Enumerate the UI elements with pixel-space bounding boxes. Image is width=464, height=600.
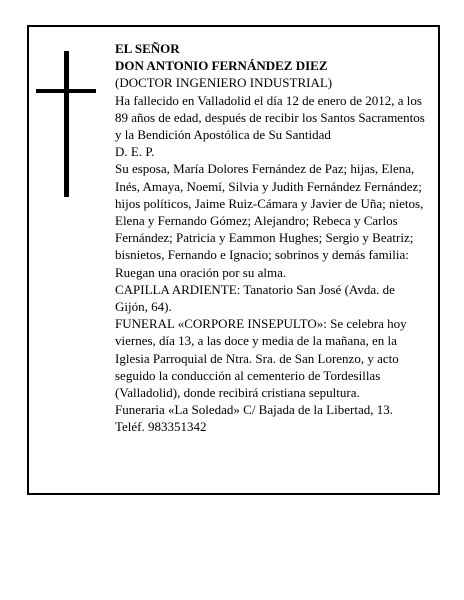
rip-line: D. E. P.: [115, 144, 155, 160]
prayer-request: Ruegan una oración por su alma.: [115, 264, 287, 280]
cross-horizontal-bar: [36, 89, 96, 93]
funeral-info: FUNERAL «CORPORE INSEPULTO»: Se celebra hoy viernes, día 13, a las doce y media de la mañana, en la Iglesia Parroquial de Ntra. Sra. de San Lorenzo, y acto seguido la conducción al cementerio de Tordesillas (Valladolid), donde recibirá cristiana sepultura.: [115, 316, 407, 401]
title-line: EL SEÑOR: [115, 41, 180, 56]
chapel-info: CAPILLA ARDIENTE: Tanatorio San José (Avda. de Gijón, 64).: [115, 281, 395, 315]
cross-icon: [36, 51, 96, 197]
obituary-text: [115, 40, 425, 436]
death-info: Ha fallecido en Valladolid el día 12 de enero de 2012, a los 89 años de edad, después de recibir los Santos Sacramentos y la Bendición Apostólica de Su Santidad: [115, 92, 425, 143]
deceased-name: DON ANTONIO FERNÁNDEZ DIEZ: [115, 58, 328, 74]
family-list: Su esposa, María Dolores Fernández de Paz; hijas, Elena, Inés, Amaya, Noemí, Silvia y Judith Fernández Fernández; hijos políticos, Jaime Ruiz-Cámara y Javier de Uña; nietos, Elena y Fernando Gómez; Alejandro; Rebeca y Carlos Fernández; Patricia y Eammon Hughes; Sergio y Beatriz; bisnietos, Fernando e Ignacio; sobrinos y demás familia:: [115, 161, 424, 263]
funeral-home-info: Funeraria «La Soledad» C/ Bajada de la Libertad, 13. Teléf. 983351342: [115, 402, 393, 435]
profession: (DOCTOR INGENIERO INDUSTRIAL): [115, 75, 333, 91]
cross-vertical-bar: [64, 51, 69, 197]
